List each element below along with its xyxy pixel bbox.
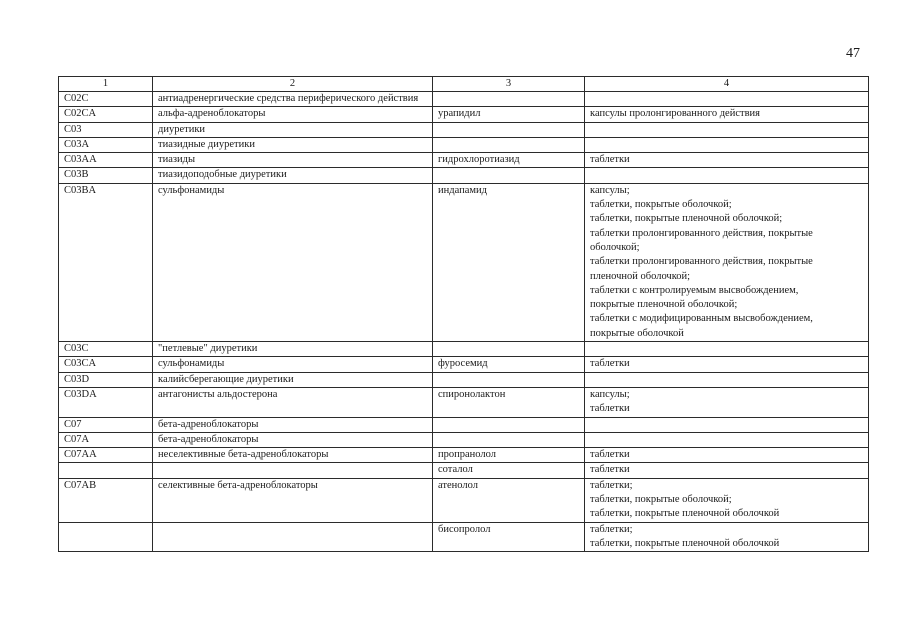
- drug-name-cell: [433, 372, 585, 387]
- dosage-form-line: покрытые пленочной оболочкой;: [590, 299, 738, 311]
- dosage-form-line: капсулы пролонгированного действия: [590, 108, 760, 120]
- atc-code-cell-text: C03AA: [64, 154, 97, 166]
- atc-code-cell-text: C03A: [64, 138, 90, 150]
- group-name-cell-text: неселективные бета-адреноблокаторы: [158, 449, 329, 461]
- drug-name-cell-text: фуросемид: [438, 358, 488, 370]
- dosage-forms-cell: [585, 372, 869, 387]
- dosage-forms-cell: [585, 432, 869, 447]
- atc-code-cell-text: C03D: [64, 373, 90, 385]
- dosage-forms-cell: [585, 92, 869, 107]
- atc-code-cell: [59, 417, 153, 432]
- drug-name-cell-text: урапидил: [438, 108, 481, 120]
- table-row: [59, 372, 869, 387]
- page-number: 47: [846, 46, 860, 61]
- drug-name-cell-text: атенолол: [438, 479, 478, 491]
- group-name-cell: [153, 432, 433, 447]
- dosage-form-line: таблетки;: [590, 479, 633, 491]
- group-name-cell: [153, 417, 433, 432]
- group-name-cell-text: тиазиды: [158, 154, 196, 166]
- group-name-cell: [153, 372, 433, 387]
- dosage-forms-cell: [585, 342, 869, 357]
- atc-code-cell-text: C07AB: [64, 479, 97, 491]
- drug-name-cell: [433, 183, 585, 341]
- atc-code-cell: [59, 92, 153, 107]
- table-row: [59, 153, 869, 168]
- group-name-cell: [153, 137, 433, 152]
- table-row: [59, 478, 869, 522]
- atc-code-cell: [59, 107, 153, 122]
- table-row: [59, 107, 869, 122]
- group-name-cell: [153, 107, 433, 122]
- group-name-cell-text: бета-адреноблокаторы: [158, 418, 259, 430]
- atc-code-cell-text: C07: [64, 418, 82, 430]
- table-row: [59, 387, 869, 417]
- drug-name-cell-text: пропранолол: [438, 449, 496, 461]
- drug-name-cell-text: соталол: [438, 464, 473, 476]
- drug-name-cell: [433, 168, 585, 183]
- table-row: [59, 168, 869, 183]
- dosage-form-line: таблетки, покрытые пленочной оболочкой: [590, 508, 780, 520]
- atc-code-cell-text: C03DA: [64, 388, 97, 400]
- dosage-forms-cell: [585, 478, 869, 522]
- dosage-form-line: таблетки: [590, 449, 630, 461]
- table-row: [59, 183, 869, 341]
- drug-name-cell: [433, 357, 585, 372]
- dosage-form-line: таблетки: [590, 154, 630, 166]
- atc-code-cell-text: C03B: [64, 169, 89, 181]
- dosage-form-line: таблетки, покрытые оболочкой;: [590, 199, 732, 211]
- group-name-cell-text: диуретики: [158, 123, 206, 135]
- dosage-form-line: таблетки пролонгированного действия, покрытые: [590, 227, 813, 239]
- group-name-cell: [153, 92, 433, 107]
- atc-code-cell: [59, 342, 153, 357]
- drug-name-cell: [433, 417, 585, 432]
- group-name-cell: [153, 153, 433, 168]
- atc-code-cell: [59, 122, 153, 137]
- drug-name-cell: [433, 432, 585, 447]
- dosage-forms-cell: [585, 168, 869, 183]
- dosage-forms-cell: [585, 137, 869, 152]
- drug-name-cell-text: индапамид: [438, 184, 487, 196]
- table-row: [59, 357, 869, 372]
- table-row: [59, 92, 869, 107]
- group-name-cell: [153, 478, 433, 522]
- drug-name-cell: [433, 342, 585, 357]
- group-name-cell: [153, 448, 433, 463]
- dosage-form-line: таблетки: [590, 464, 630, 476]
- dosage-forms-cell: [585, 463, 869, 478]
- dosage-form-line: покрытые оболочкой: [590, 327, 684, 339]
- dosage-form-line: таблетки, покрытые пленочной оболочкой: [590, 537, 780, 549]
- atc-code-cell: [59, 522, 153, 552]
- group-name-cell: [153, 183, 433, 341]
- atc-code-cell-text: C03: [64, 123, 82, 135]
- dosage-form-line: таблетки с контролируемым высвобождением,: [590, 284, 799, 296]
- dosage-forms-cell: [585, 357, 869, 372]
- column-header-group: 2: [153, 77, 433, 92]
- dosage-forms-cell: [585, 183, 869, 341]
- atc-code-cell: [59, 137, 153, 152]
- group-name-cell: [153, 387, 433, 417]
- atc-code-cell-text: C07AA: [64, 449, 97, 461]
- table-header-row: [59, 77, 869, 92]
- dosage-form-line: таблетки: [590, 358, 630, 370]
- drug-name-cell-text: спиронолактон: [438, 388, 506, 400]
- atc-code-cell: [59, 357, 153, 372]
- group-name-cell-text: сульфонамиды: [158, 184, 225, 196]
- drug-name-cell: [433, 137, 585, 152]
- table-row: [59, 417, 869, 432]
- drug-name-cell: [433, 153, 585, 168]
- drug-name-cell: [433, 92, 585, 107]
- dosage-form-line: таблетки, покрытые оболочкой;: [590, 494, 732, 506]
- column-header-drug: 3: [433, 77, 585, 92]
- group-name-cell-text: калийсберегающие диуретики: [158, 373, 294, 385]
- atc-code-cell-text: C03CA: [64, 358, 97, 370]
- dosage-form-line: таблетки: [590, 403, 630, 415]
- dosage-forms-cell: [585, 153, 869, 168]
- group-name-cell-text: антиадренергические средства периферического действия: [158, 93, 419, 104]
- table-row: [59, 122, 869, 137]
- group-name-cell: [153, 357, 433, 372]
- group-name-cell: [153, 522, 433, 552]
- dosage-form-line: таблетки пролонгированного действия, покрытые: [590, 256, 813, 268]
- atc-drug-table: [58, 76, 869, 552]
- dosage-form-line: таблетки, покрытые пленочной оболочкой;: [590, 213, 783, 225]
- group-name-cell-text: альфа-адреноблокаторы: [158, 108, 266, 120]
- drug-name-cell: [433, 522, 585, 552]
- group-name-cell: [153, 122, 433, 137]
- dosage-form-line: пленочной оболочкой;: [590, 270, 691, 282]
- group-name-cell-text: тиазидоподобные диуретики: [158, 169, 287, 181]
- column-header-code: 1: [59, 77, 153, 92]
- atc-code-cell: [59, 183, 153, 341]
- drug-name-cell-text: гидрохлоротиазид: [438, 154, 520, 166]
- dosage-forms-cell: [585, 387, 869, 417]
- group-name-cell: [153, 342, 433, 357]
- drug-name-cell: [433, 463, 585, 478]
- drug-name-cell: [433, 478, 585, 522]
- atc-code-cell: [59, 387, 153, 417]
- dosage-forms-cell: [585, 107, 869, 122]
- atc-code-cell-text: C03BA: [64, 184, 97, 196]
- group-name-cell-text: "петлевые" диуретики: [158, 343, 258, 355]
- group-name-cell-text: сульфонамиды: [158, 358, 225, 370]
- table-row: [59, 432, 869, 447]
- group-name-cell: [153, 463, 433, 478]
- atc-code-cell-text: C02CA: [64, 108, 97, 120]
- atc-code-cell: [59, 478, 153, 522]
- dosage-forms-cell: [585, 448, 869, 463]
- group-name-cell-text: бета-адреноблокаторы: [158, 433, 259, 445]
- dosage-form-line: таблетки с модифицированным высвобождением,: [590, 313, 813, 325]
- atc-code-cell-text: C07A: [64, 433, 90, 445]
- table-row: [59, 342, 869, 357]
- drug-name-cell: [433, 387, 585, 417]
- drug-name-cell: [433, 122, 585, 137]
- dosage-forms-cell: [585, 417, 869, 432]
- dosage-forms-cell: [585, 122, 869, 137]
- atc-code-cell: [59, 432, 153, 447]
- dosage-form-line: таблетки;: [590, 523, 633, 535]
- atc-code-cell: [59, 372, 153, 387]
- atc-code-cell: [59, 168, 153, 183]
- group-name-cell-text: антагонисты альдостерона: [158, 388, 278, 400]
- drug-name-cell-text: бисопролол: [438, 523, 491, 535]
- atc-code-cell-text: C02C: [64, 93, 89, 104]
- group-name-cell: [153, 168, 433, 183]
- drug-name-cell: [433, 107, 585, 122]
- atc-code-cell: [59, 448, 153, 463]
- table-row: [59, 448, 869, 463]
- dosage-form-line: оболочкой;: [590, 241, 640, 253]
- atc-code-cell-text: C03C: [64, 343, 89, 355]
- dosage-form-line: капсулы;: [590, 184, 630, 196]
- dosage-forms-cell: [585, 522, 869, 552]
- group-name-cell-text: селективные бета-адреноблокаторы: [158, 479, 318, 491]
- atc-code-cell: [59, 463, 153, 478]
- table-row: [59, 522, 869, 552]
- drug-name-cell: [433, 448, 585, 463]
- table-row: [59, 463, 869, 478]
- dosage-form-line: капсулы;: [590, 388, 630, 400]
- atc-code-cell: [59, 153, 153, 168]
- table-row: [59, 137, 869, 152]
- group-name-cell-text: тиазидные диуретики: [158, 138, 255, 150]
- column-header-forms: 4: [585, 77, 869, 92]
